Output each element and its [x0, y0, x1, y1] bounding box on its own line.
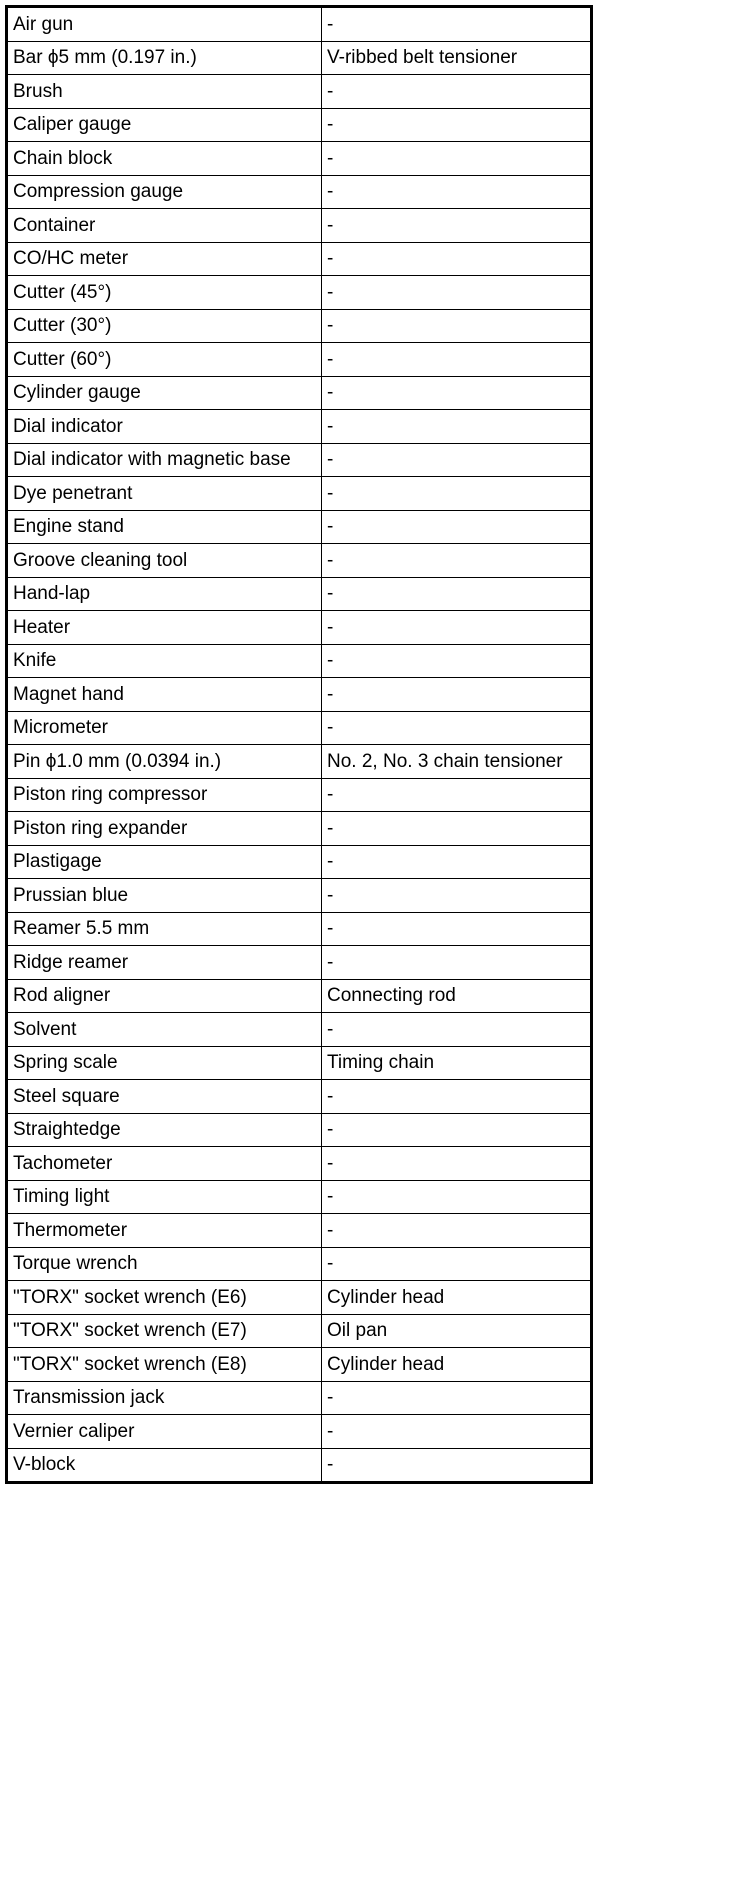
table-row	[7, 1415, 592, 1449]
tool-application-cell: -	[322, 7, 592, 42]
table-row	[7, 477, 592, 511]
tool-application-cell: -	[322, 1448, 592, 1483]
tool-application-cell: -	[322, 611, 592, 645]
table-row	[7, 544, 592, 578]
table-row	[7, 175, 592, 209]
tool-name-cell: Knife	[7, 644, 322, 678]
tool-application-cell: -	[322, 443, 592, 477]
tool-application-cell: -	[322, 946, 592, 980]
table-row	[7, 510, 592, 544]
tool-application-cell: -	[322, 1214, 592, 1248]
tool-name-cell: Cylinder gauge	[7, 376, 322, 410]
tool-name-cell: Cutter (60°)	[7, 343, 322, 377]
tool-name-cell: Reamer 5.5 mm	[7, 912, 322, 946]
tool-name-cell: Compression gauge	[7, 175, 322, 209]
table-row	[7, 678, 592, 712]
table-row	[7, 946, 592, 980]
table-row	[7, 443, 592, 477]
table-row	[7, 309, 592, 343]
tool-application-cell: -	[322, 376, 592, 410]
table-row	[7, 276, 592, 310]
tool-application-cell: Timing chain	[322, 1046, 592, 1080]
table-row	[7, 745, 592, 779]
tool-application-cell: -	[322, 309, 592, 343]
table-row	[7, 41, 592, 75]
table-row	[7, 410, 592, 444]
table-row	[7, 611, 592, 645]
table-row	[7, 778, 592, 812]
tool-application-cell: -	[322, 1381, 592, 1415]
table-row	[7, 1013, 592, 1047]
table-row	[7, 209, 592, 243]
tool-name-cell: Caliper gauge	[7, 108, 322, 142]
table-row	[7, 1147, 592, 1181]
table-row	[7, 711, 592, 745]
tool-name-cell: Cutter (45°)	[7, 276, 322, 310]
tool-name-cell: "TORX" socket wrench (E8)	[7, 1348, 322, 1382]
tool-name-cell: Spring scale	[7, 1046, 322, 1080]
tool-name-cell: Dye penetrant	[7, 477, 322, 511]
tool-application-cell: -	[322, 410, 592, 444]
tool-name-cell: Prussian blue	[7, 879, 322, 913]
tool-application-cell: -	[322, 209, 592, 243]
tool-application-cell: -	[322, 510, 592, 544]
tool-name-cell: Micrometer	[7, 711, 322, 745]
tool-application-cell: -	[322, 1180, 592, 1214]
table-row	[7, 845, 592, 879]
tools-document	[5, 5, 593, 1484]
tool-application-cell: -	[322, 544, 592, 578]
tool-name-cell: Dial indicator	[7, 410, 322, 444]
table-row	[7, 1080, 592, 1114]
tool-application-cell: -	[322, 577, 592, 611]
tool-application-cell: -	[322, 1113, 592, 1147]
tool-name-cell: Plastigage	[7, 845, 322, 879]
tool-name-cell: Vernier caliper	[7, 1415, 322, 1449]
tool-application-cell: -	[322, 343, 592, 377]
tool-application-cell: -	[322, 678, 592, 712]
table-row	[7, 108, 592, 142]
table-row	[7, 879, 592, 913]
tool-application-cell: -	[322, 812, 592, 846]
tool-name-cell: Magnet hand	[7, 678, 322, 712]
table-row	[7, 1214, 592, 1248]
tool-application-cell: -	[322, 142, 592, 176]
tool-name-cell: Air gun	[7, 7, 322, 42]
table-row	[7, 1247, 592, 1281]
tool-application-cell: -	[322, 75, 592, 109]
tool-name-cell: Thermometer	[7, 1214, 322, 1248]
table-row	[7, 979, 592, 1013]
tool-application-cell: No. 2, No. 3 chain tensioner	[322, 745, 592, 779]
tool-name-cell: Chain block	[7, 142, 322, 176]
tools-table-body	[7, 7, 592, 1483]
tool-name-cell: Hand-lap	[7, 577, 322, 611]
tool-application-cell: -	[322, 242, 592, 276]
tool-name-cell: Piston ring expander	[7, 812, 322, 846]
tool-name-cell: Timing light	[7, 1180, 322, 1214]
tool-name-cell: "TORX" socket wrench (E7)	[7, 1314, 322, 1348]
tool-name-cell: Container	[7, 209, 322, 243]
tool-application-cell: -	[322, 912, 592, 946]
tool-application-cell: Cylinder head	[322, 1348, 592, 1382]
tool-name-cell: Groove cleaning tool	[7, 544, 322, 578]
table-row	[7, 644, 592, 678]
tool-application-cell: -	[322, 644, 592, 678]
tool-application-cell: -	[322, 1080, 592, 1114]
tool-application-cell: Connecting rod	[322, 979, 592, 1013]
tool-name-cell: Cutter (30°)	[7, 309, 322, 343]
tool-name-cell: Dial indicator with magnetic base	[7, 443, 322, 477]
tool-name-cell: Pin ϕ1.0 mm (0.0394 in.)	[7, 745, 322, 779]
table-row	[7, 912, 592, 946]
tool-name-cell: Torque wrench	[7, 1247, 322, 1281]
tool-name-cell: Bar ϕ5 mm (0.197 in.)	[7, 41, 322, 75]
tool-application-cell: -	[322, 1013, 592, 1047]
table-row	[7, 376, 592, 410]
tool-name-cell: Straightedge	[7, 1113, 322, 1147]
tool-application-cell: -	[322, 477, 592, 511]
tool-name-cell: Piston ring compressor	[7, 778, 322, 812]
table-row	[7, 812, 592, 846]
tool-application-cell: -	[322, 108, 592, 142]
tool-name-cell: V-block	[7, 1448, 322, 1483]
table-row	[7, 7, 592, 42]
tools-table	[5, 5, 593, 1484]
table-row	[7, 1314, 592, 1348]
tool-application-cell: -	[322, 1147, 592, 1181]
table-row	[7, 242, 592, 276]
tool-application-cell: -	[322, 276, 592, 310]
tool-application-cell: V-ribbed belt tensioner	[322, 41, 592, 75]
tool-name-cell: Transmission jack	[7, 1381, 322, 1415]
table-row	[7, 1448, 592, 1483]
tool-application-cell: -	[322, 711, 592, 745]
tool-name-cell: Heater	[7, 611, 322, 645]
table-row	[7, 142, 592, 176]
tool-application-cell: -	[322, 845, 592, 879]
tool-application-cell: -	[322, 1415, 592, 1449]
tool-application-cell: -	[322, 1247, 592, 1281]
tool-application-cell: Oil pan	[322, 1314, 592, 1348]
tool-application-cell: -	[322, 175, 592, 209]
tool-name-cell: Tachometer	[7, 1147, 322, 1181]
table-row	[7, 1348, 592, 1382]
tool-name-cell: Rod aligner	[7, 979, 322, 1013]
table-row	[7, 1180, 592, 1214]
tool-application-cell: -	[322, 778, 592, 812]
table-row	[7, 1046, 592, 1080]
tool-name-cell: Engine stand	[7, 510, 322, 544]
table-row	[7, 343, 592, 377]
table-row	[7, 1381, 592, 1415]
tool-name-cell: Steel square	[7, 1080, 322, 1114]
table-row	[7, 1281, 592, 1315]
tool-name-cell: CO/HC meter	[7, 242, 322, 276]
tool-name-cell: Brush	[7, 75, 322, 109]
table-row	[7, 75, 592, 109]
tool-application-cell: Cylinder head	[322, 1281, 592, 1315]
table-row	[7, 577, 592, 611]
tool-name-cell: Ridge reamer	[7, 946, 322, 980]
tool-name-cell: "TORX" socket wrench (E6)	[7, 1281, 322, 1315]
table-row	[7, 1113, 592, 1147]
tool-application-cell: -	[322, 879, 592, 913]
tool-name-cell: Solvent	[7, 1013, 322, 1047]
